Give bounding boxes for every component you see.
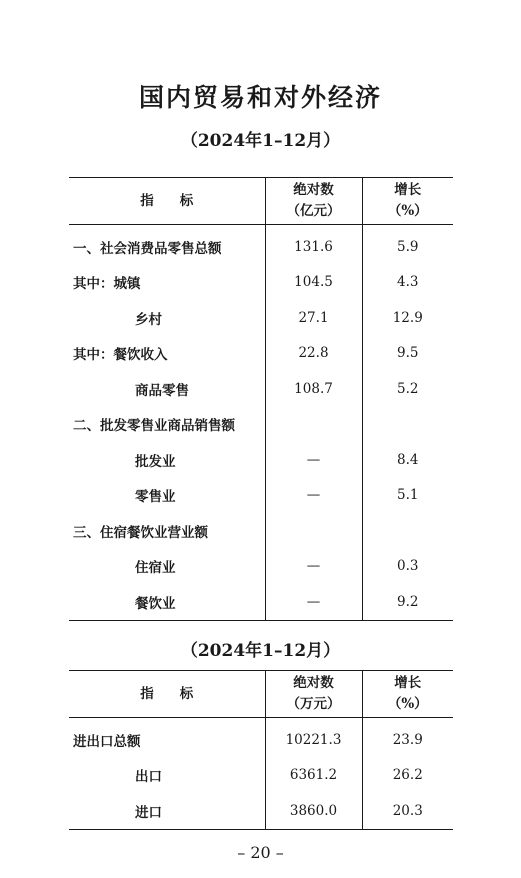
growth-cell	[362, 513, 453, 549]
absolute-value-cell	[265, 407, 362, 443]
domestic-trade-table	[69, 177, 453, 621]
indicator-cell: 二、批发零售业商品销售额	[73, 418, 235, 435]
table-row	[69, 584, 453, 620]
indicator-cell: 餐饮业	[69, 584, 265, 620]
growth-header: 增长 （%）	[362, 178, 453, 225]
growth-cell: 9.5	[362, 336, 453, 372]
indicator-cell: 出口	[135, 769, 162, 786]
growth-cell: 8.4	[362, 442, 453, 478]
table-row	[69, 513, 453, 549]
indicator-cell: 住宿业	[135, 560, 176, 577]
growth-header: 增长 （%）	[362, 671, 453, 718]
table-row	[69, 265, 453, 301]
growth-cell: 12.9	[362, 300, 453, 336]
indicator-cell: 零售业	[135, 489, 176, 506]
growth-cell: 4.3	[362, 265, 453, 301]
absolute-value-cell: —	[265, 478, 362, 514]
page-title: 国内贸易和对外经济	[138, 83, 382, 112]
indicator-cell: 乡村	[135, 311, 162, 328]
indicator-cell: 其中：餐饮收入	[73, 347, 168, 364]
table-row	[69, 300, 453, 336]
section1-period: （2024年1–12月）	[180, 131, 341, 151]
absolute-value-header: 绝对数 （亿元）	[265, 178, 362, 225]
growth-cell: 26.2	[362, 758, 453, 794]
growth-cell: 20.3	[362, 793, 453, 829]
table-row	[69, 225, 453, 265]
absolute-value-cell: 6361.2	[265, 758, 362, 794]
absolute-value-cell: 104.5	[265, 265, 362, 301]
indicator-cell: 进口	[69, 793, 265, 829]
table-row	[69, 758, 453, 794]
indicator-cell: 商品零售	[135, 382, 189, 399]
absolute-value-header: 绝对数 （万元）	[265, 671, 362, 718]
indicator-cell: 其中：城镇	[73, 276, 141, 293]
absolute-value-cell: 22.8	[265, 336, 362, 372]
absolute-value-cell: —	[265, 584, 362, 620]
absolute-value-cell: —	[265, 549, 362, 585]
growth-cell: 5.1	[362, 478, 453, 514]
growth-cell: 9.2	[362, 584, 453, 620]
table-row	[69, 549, 453, 585]
indicator-header: 指标	[69, 178, 265, 225]
page-number: – 20 –	[237, 843, 284, 862]
growth-cell: 23.9	[362, 718, 453, 758]
absolute-value-cell: 131.6	[265, 225, 362, 265]
growth-cell: 0.3	[362, 549, 453, 585]
absolute-value-cell: —	[265, 442, 362, 478]
absolute-value-cell: 3860.0	[265, 793, 362, 829]
table-header-row	[69, 671, 453, 718]
absolute-value-cell: 27.1	[265, 300, 362, 336]
indicator-header: 指标	[69, 671, 265, 718]
table-row	[69, 442, 453, 478]
table-row	[69, 336, 453, 372]
growth-cell: 5.2	[362, 371, 453, 407]
table-row	[69, 407, 453, 443]
indicator-cell: 进出口总额	[73, 733, 141, 750]
table-row	[69, 718, 453, 758]
table-row	[69, 793, 453, 829]
indicator-cell: 三、住宿餐饮业营业额	[73, 524, 208, 541]
section2-period: （2024年1–12月）	[180, 641, 341, 661]
growth-cell	[362, 407, 453, 443]
growth-cell: 5.9	[362, 225, 453, 265]
table-row	[69, 371, 453, 407]
table-row	[69, 478, 453, 514]
indicator-cell: 批发业	[135, 453, 176, 470]
absolute-value-cell: 10221.3	[265, 718, 362, 758]
indicator-cell: 一、社会消费品零售总额	[73, 240, 222, 257]
table-header-row	[69, 178, 453, 225]
foreign-trade-table	[69, 670, 453, 830]
absolute-value-cell	[265, 513, 362, 549]
absolute-value-cell: 108.7	[265, 371, 362, 407]
